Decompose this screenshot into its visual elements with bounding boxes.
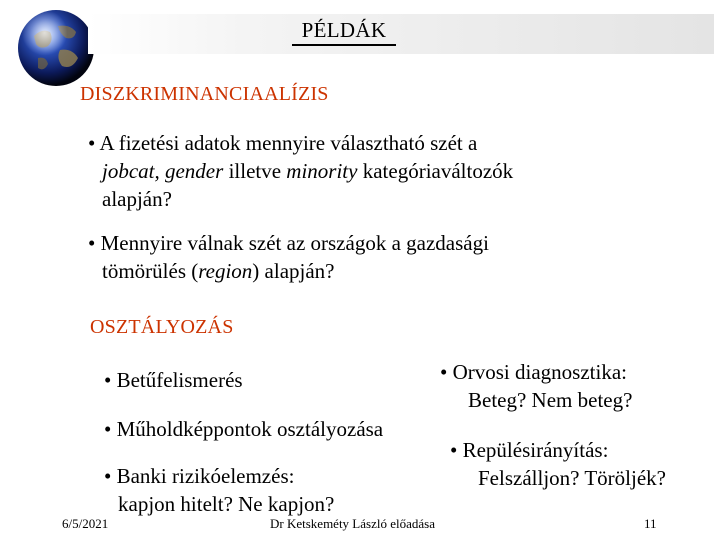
- bullet-line: [88, 257, 648, 285]
- footer-author: Dr Ketskeméty László előadása: [270, 516, 435, 531]
- bullet-line: Felszálljon? Töröljék?: [478, 466, 666, 490]
- slide-title: PÉLDÁK: [301, 18, 387, 42]
- bullet-countries: [88, 229, 648, 285]
- bullet-text: illetve: [223, 159, 287, 183]
- bullet-line: • Orvosi diagnosztika:: [440, 360, 627, 384]
- list-item: [104, 366, 243, 394]
- bullet-line: [88, 157, 628, 185]
- bullet-line: Beteg? Nem beteg?: [468, 388, 633, 412]
- variable-name: minority: [286, 159, 358, 183]
- variable-names: jobcat, gender: [102, 159, 224, 183]
- list-item: [450, 436, 710, 492]
- bullet-text: kategóriaváltozók: [357, 159, 514, 183]
- bullet-line: • Műholdképpontok osztályozása: [104, 417, 384, 441]
- bullet-line: • Betűfelismerés: [104, 368, 243, 392]
- bullet-line: • A fizetési adatok mennyire választható szét a: [88, 131, 478, 155]
- section-heading-classification: OSZTÁLYOZÁS: [90, 316, 234, 338]
- list-item: [440, 358, 700, 414]
- bullet-text: ) alapján?: [252, 259, 335, 283]
- bullet-payment-data: [88, 129, 628, 213]
- bullet-line: • Repülésirányítás:: [450, 438, 609, 462]
- title-underline: [292, 44, 396, 46]
- footer-date: 6/5/2021: [62, 516, 109, 531]
- bullet-text: tömörülés (: [102, 259, 199, 283]
- variable-name: region: [198, 259, 253, 283]
- list-item: [104, 462, 334, 518]
- bullet-line: alapján?: [102, 187, 172, 211]
- bullet-line: • Banki rizikóelemzés:: [104, 464, 295, 488]
- page-number: 11: [644, 516, 657, 531]
- section-heading-discriminant: DISZKRIMINANCIAALÍZIS: [80, 83, 329, 105]
- bullet-line: • Mennyire válnak szét az országok a gazdasági: [88, 231, 489, 255]
- bullet-line: kapjon hitelt? Ne kapjon?: [118, 492, 335, 516]
- globe-icon: [14, 6, 98, 90]
- list-item: [104, 415, 383, 443]
